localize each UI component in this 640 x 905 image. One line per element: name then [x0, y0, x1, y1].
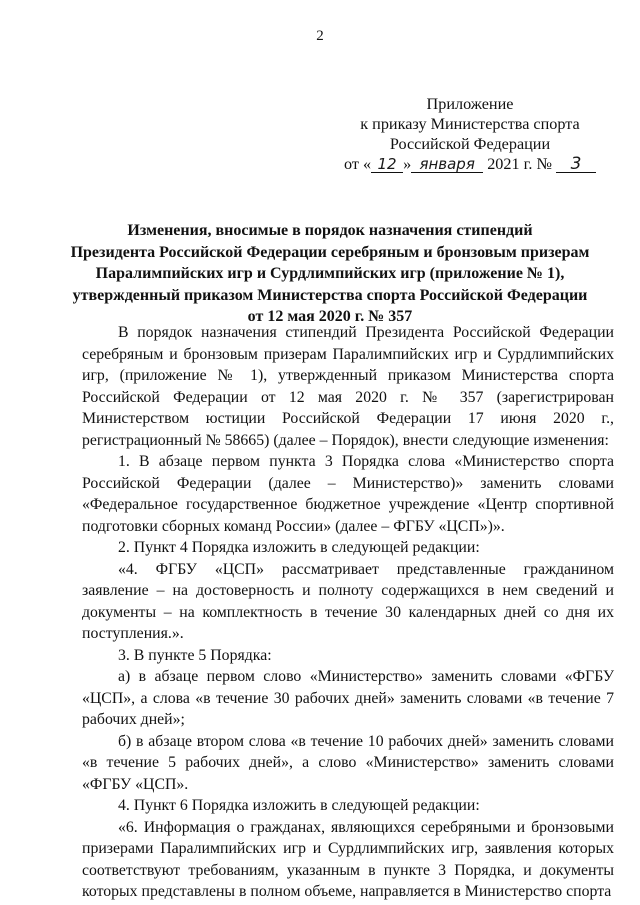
page-number: 2: [316, 28, 324, 44]
title-line: Паралимпийских игр и Сурдлимпийских игр (приложение № 1),: [95, 265, 565, 282]
date-mid: »: [403, 155, 412, 173]
paragraph-item-3b: б) в абзаце втором слова «в течение 10 рабочих дней» заменить словами «в течение 5 рабочих дней», а слово «Министерство» заменить словами «ФГБУ «ЦСП».: [82, 732, 614, 793]
title-line: Президента Российской Федерации серебряным и бронзовым призерам: [70, 243, 590, 261]
title-line: утвержденный приказом Министерства спорта Российской Федерации: [72, 286, 588, 304]
title-line: от 12 мая 2020 г. № 357: [247, 308, 413, 325]
handwritten-order-number: 3: [556, 156, 596, 173]
paragraph-item-3: 3. В пункте 5 Порядка:: [118, 646, 272, 664]
title-line: Изменения, вносимые в порядок назначения стипендий: [127, 222, 533, 239]
paragraph-item-2-text: «4. ФГБУ «ЦСП» рассматривает представленные гражданином заявление – на достоверность и полноту содержащихся в нем сведений и документы – на комплектность в течение 30 календарных дней со дня их поступления.».: [82, 560, 614, 642]
handwritten-day: 12: [371, 156, 403, 173]
appendix-heading: Приложение: [426, 95, 514, 113]
handwritten-month: января: [411, 156, 483, 173]
date-prefix: от «: [343, 155, 372, 173]
paragraph-item-4-text: «6. Информация о гражданах, являющихся серебряными и бронзовыми призерами Паралимпийских игр и Сурдлимпийских игр, заявления которых соответствуют требованиям, указанным в пункте 3 Порядка, и документы которых представлены в полном объеме, направляется в Министерство спорта: [82, 818, 614, 900]
document-title: [60, 220, 600, 328]
appendix-order-ref: к приказу Министерства спорта: [360, 115, 580, 133]
date-year: 2021 г. №: [487, 155, 552, 173]
appendix-block: [330, 94, 610, 174]
appendix-country: Российской Федерации: [389, 135, 551, 153]
paragraph-item-2: 2. Пункт 4 Порядка изложить в следующей редакции:: [118, 539, 480, 556]
appendix-date-line: [330, 154, 610, 174]
document-body: [82, 322, 614, 903]
paragraph-item-3a: а) в абзаце первом слово «Министерство» заменить словами «ФГБУ «ЦСП», а слова «в течение 30 рабочих дней» заменить словами «в течение 7 рабочих дней»;: [82, 668, 614, 728]
paragraph-item-1: 1. В абзаце первом пункта 3 Порядка слова «Министерство спорта Российской Федерации (далее – Министерство)» заменить словами «Федеральное государственное бюджетное учреждение «Центр спортивной подготовки сборных команд России» (далее – ФГБУ «ЦСП»)».: [82, 453, 614, 535]
paragraph-item-4: 4. Пункт 6 Порядка изложить в следующей редакции:: [118, 797, 480, 814]
paragraph-intro: В порядок назначения стипендий Президента Российской Федерации серебряным и бронзовым призерам Паралимпийских игр и Сурдлимпийских игр, (приложение № 1), утвержденный приказом Министерства спорта Российской Федерации от 12 мая 2020 г. № 357 (зарегистрирован Министерством юстиции Российской Федерации 17 июня 2020 г., регистрационный № 58665) (далее – Порядок), внести следующие изменения:: [82, 324, 614, 449]
